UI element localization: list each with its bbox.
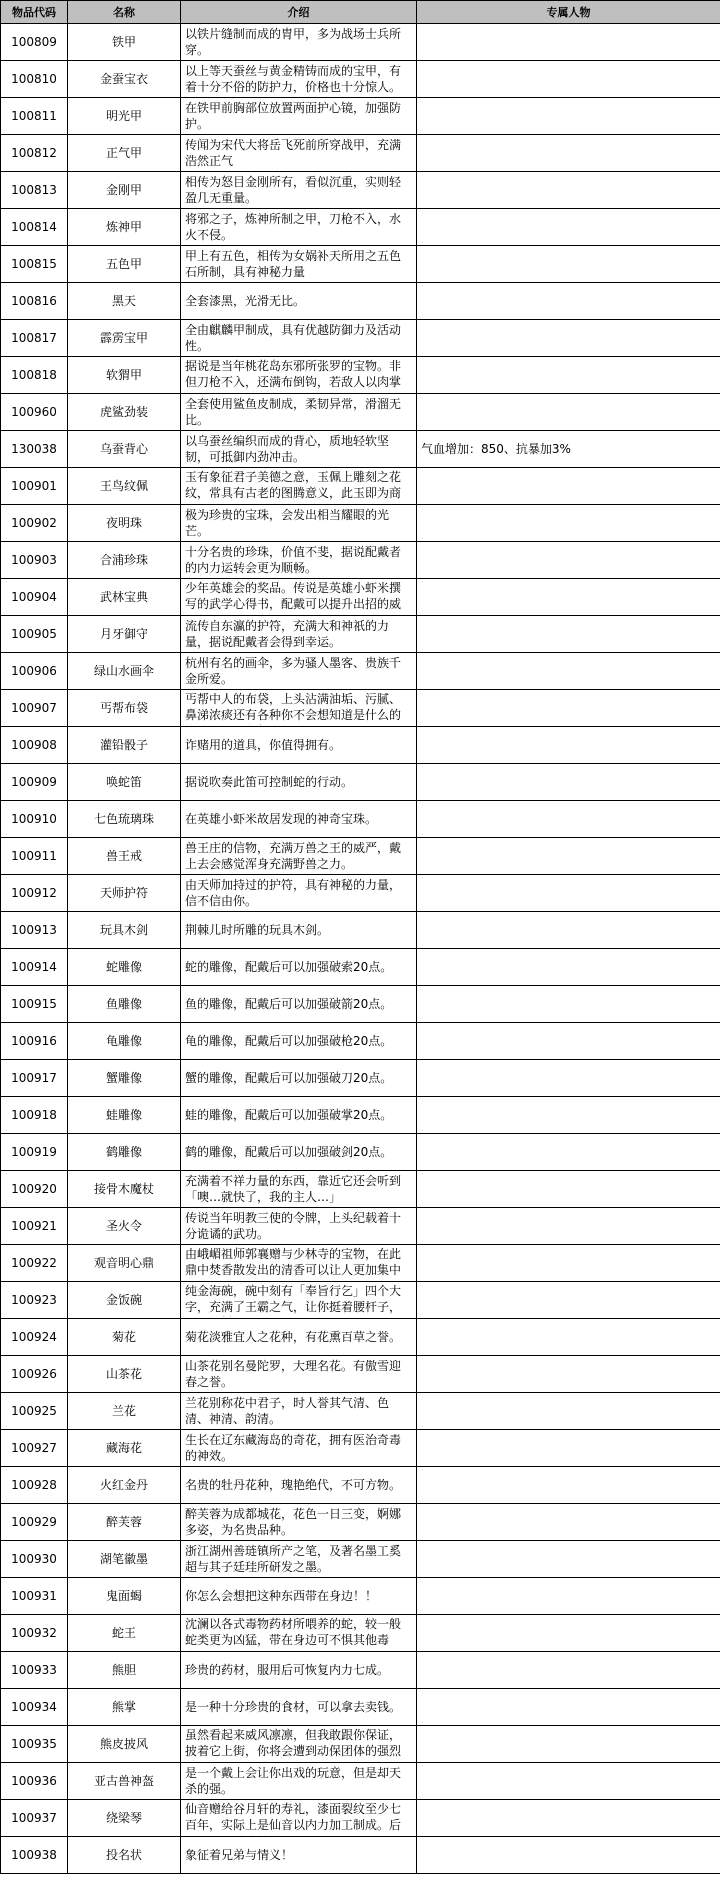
item-code-cell: 100905 (1, 616, 68, 653)
item-name-cell: 铁甲 (68, 24, 181, 61)
item-description-cell: 是一个戴上会让你出戏的玩意，但是却天杀的强。 (181, 1763, 417, 1800)
table-row (1, 727, 720, 764)
item-description-cell: 玉有象征君子美德之意，玉佩上雕刻之花纹，常具有古老的图腾意义，此玉即为商 (181, 468, 417, 505)
table-row (1, 468, 720, 505)
table-row (1, 431, 720, 468)
item-name-cell: 圣火令 (68, 1208, 181, 1245)
item-name-cell: 兽王戒 (68, 838, 181, 875)
table-row (1, 1541, 720, 1578)
item-description-cell: 甲上有五色，相传为女娲补天所用之五色石所制，具有神秘力量 (181, 246, 417, 283)
exclusive-character-cell (417, 394, 720, 431)
item-code-cell: 100904 (1, 579, 68, 616)
item-code-cell: 100929 (1, 1504, 68, 1541)
exclusive-character-cell (417, 1208, 720, 1245)
item-code-cell: 100937 (1, 1800, 68, 1837)
item-name-cell: 亚古兽神盔 (68, 1763, 181, 1800)
item-code-cell: 130038 (1, 431, 68, 468)
item-description-cell: 名贵的牡丹花种，瑰艳绝代，不可方物。 (181, 1467, 417, 1504)
table-row (1, 838, 720, 875)
item-name-cell: 蛇雕像 (68, 949, 181, 986)
exclusive-character-cell (417, 1837, 720, 1874)
item-name-cell: 月牙御守 (68, 616, 181, 653)
item-name-cell: 炼神甲 (68, 209, 181, 246)
item-name-cell: 五色甲 (68, 246, 181, 283)
item-name-cell: 投名状 (68, 1837, 181, 1874)
exclusive-character-cell: 气血增加：850、抗暴加3% (417, 431, 720, 468)
table-row (1, 986, 720, 1023)
table-body (1, 24, 720, 1874)
item-name-cell: 唤蛇笛 (68, 764, 181, 801)
item-description-cell: 浙江湖州善琏镇所产之笔，及著名墨工奚超与其子廷珪所研发之墨。 (181, 1541, 417, 1578)
exclusive-character-cell (417, 172, 720, 209)
exclusive-character-cell (417, 468, 720, 505)
exclusive-character-cell (417, 616, 720, 653)
table-row (1, 1245, 720, 1282)
item-description-cell: 由峨嵋祖师郭襄赠与少林寺的宝物，在此鼎中焚香散发出的清香可以让人更加集中 (181, 1245, 417, 1282)
item-description-cell: 虽然看起来威风凛凛，但我敢跟你保证，披着它上街，你将会遭到动保团体的强烈 (181, 1726, 417, 1763)
item-name-cell: 熊皮披风 (68, 1726, 181, 1763)
item-description-cell: 你怎么会想把这种东西带在身边！！ (181, 1578, 417, 1615)
table-row (1, 1208, 720, 1245)
item-name-cell: 兰花 (68, 1393, 181, 1430)
exclusive-character-cell (417, 727, 720, 764)
exclusive-character-cell (417, 1652, 720, 1689)
table-row (1, 320, 720, 357)
item-code-cell: 100933 (1, 1652, 68, 1689)
item-description-cell: 蛇的雕像，配戴后可以加强破索20点。 (181, 949, 417, 986)
item-name-cell: 金刚甲 (68, 172, 181, 209)
table-row (1, 1837, 720, 1874)
item-description-cell: 以乌蚕丝编织而成的背心，质地轻软坚韧，可抵御内劲冲击。 (181, 431, 417, 468)
item-code-cell: 100936 (1, 1763, 68, 1800)
item-name-cell: 金饭碗 (68, 1282, 181, 1319)
exclusive-character-cell (417, 579, 720, 616)
exclusive-character-cell (417, 1319, 720, 1356)
exclusive-character-cell (417, 24, 720, 61)
item-name-cell: 软猬甲 (68, 357, 181, 394)
item-name-cell: 虎鲨劲装 (68, 394, 181, 431)
item-code-cell: 100924 (1, 1319, 68, 1356)
table-row (1, 209, 720, 246)
exclusive-character-cell (417, 801, 720, 838)
exclusive-character-cell (417, 1097, 720, 1134)
item-name-cell: 绕梁琴 (68, 1800, 181, 1837)
table-row (1, 1171, 720, 1208)
item-code-cell: 100938 (1, 1837, 68, 1874)
item-name-cell: 七色琉璃珠 (68, 801, 181, 838)
item-name-cell: 天师护符 (68, 875, 181, 912)
exclusive-character-cell (417, 320, 720, 357)
item-code-cell: 100918 (1, 1097, 68, 1134)
exclusive-character-cell (417, 1393, 720, 1430)
table-row (1, 653, 720, 690)
item-description-cell: 山茶花别名曼陀罗，大理名花。有傲雪迎春之誉。 (181, 1356, 417, 1393)
item-name-cell: 玩具木剑 (68, 912, 181, 949)
item-code-cell: 100927 (1, 1430, 68, 1467)
table-row (1, 357, 720, 394)
item-description-cell: 珍贵的药材，服用后可恢复内力七成。 (181, 1652, 417, 1689)
exclusive-character-cell (417, 764, 720, 801)
item-code-cell: 100928 (1, 1467, 68, 1504)
table-row (1, 1467, 720, 1504)
table-row (1, 949, 720, 986)
item-description-cell: 由天师加持过的护符，具有神秘的力量，信不信由你。 (181, 875, 417, 912)
exclusive-character-cell (417, 283, 720, 320)
item-name-cell: 火红金丹 (68, 1467, 181, 1504)
item-name-cell: 鬼面蝎 (68, 1578, 181, 1615)
exclusive-character-cell (417, 912, 720, 949)
item-code-cell: 100910 (1, 801, 68, 838)
item-description-cell: 杭州有名的画伞，多为骚人墨客、贵族千金所爱。 (181, 653, 417, 690)
item-description-cell: 兰花别称花中君子，时人誉其气清、色清、神清、韵清。 (181, 1393, 417, 1430)
item-description-cell: 在铁甲前胸部位放置两面护心镜，加强防护。 (181, 98, 417, 135)
item-code-cell: 100931 (1, 1578, 68, 1615)
exclusive-character-cell (417, 98, 720, 135)
table-row (1, 24, 720, 61)
item-name-cell: 蟹雕像 (68, 1060, 181, 1097)
item-description-cell: 象征着兄弟与情义！ (181, 1837, 417, 1874)
item-description-cell: 菊花淡雅宜人之花种，有花熏百草之誉。 (181, 1319, 417, 1356)
item-code-cell: 100922 (1, 1245, 68, 1282)
item-code-cell: 100815 (1, 246, 68, 283)
item-code-cell: 100813 (1, 172, 68, 209)
exclusive-character-cell (417, 246, 720, 283)
item-code-cell: 100811 (1, 98, 68, 135)
item-name-cell: 明光甲 (68, 98, 181, 135)
exclusive-character-cell (417, 653, 720, 690)
item-code-cell: 100935 (1, 1726, 68, 1763)
table-row (1, 912, 720, 949)
item-description-cell: 蛙的雕像，配戴后可以加强破掌20点。 (181, 1097, 417, 1134)
item-code-cell: 100818 (1, 357, 68, 394)
item-name-cell: 灌铅骰子 (68, 727, 181, 764)
item-description-cell: 将邪之子，炼神所制之甲，刀枪不入，水火不侵。 (181, 209, 417, 246)
item-name-cell: 黑天 (68, 283, 181, 320)
item-description-cell: 蟹的雕像，配戴后可以加强破刀20点。 (181, 1060, 417, 1097)
item-name-cell: 观音明心鼎 (68, 1245, 181, 1282)
table-row (1, 246, 720, 283)
table-row (1, 690, 720, 727)
item-description-cell: 以铁片缝制而成的胄甲，多为战场士兵所穿。 (181, 24, 417, 61)
item-name-cell: 蛙雕像 (68, 1097, 181, 1134)
item-description-cell: 荆棘儿时所雕的玩具木剑。 (181, 912, 417, 949)
item-description-cell: 兽王庄的信物，充满万兽之王的威严，戴上去会感觉浑身充满野兽之力。 (181, 838, 417, 875)
item-name-cell: 正气甲 (68, 135, 181, 172)
item-name-cell: 熊胆 (68, 1652, 181, 1689)
item-description-cell: 流传自东瀛的护符，充满大和神祇的力量，据说配戴者会得到幸运。 (181, 616, 417, 653)
exclusive-character-cell (417, 1023, 720, 1060)
exclusive-character-cell (417, 1726, 720, 1763)
item-code-cell: 100812 (1, 135, 68, 172)
exclusive-character-cell (417, 542, 720, 579)
item-code-cell: 100810 (1, 61, 68, 98)
item-name-cell: 龟雕像 (68, 1023, 181, 1060)
table-row (1, 283, 720, 320)
item-code-cell: 100923 (1, 1282, 68, 1319)
item-code-cell: 100912 (1, 875, 68, 912)
item-code-cell: 100932 (1, 1615, 68, 1652)
item-description-cell: 沈澜以各式毒物药材所喂养的蛇，较一般蛇类更为凶猛，带在身边可不惧其他毒 (181, 1615, 417, 1652)
exclusive-character-cell (417, 1615, 720, 1652)
item-name-cell: 武林宝典 (68, 579, 181, 616)
item-name-cell: 丐帮布袋 (68, 690, 181, 727)
exclusive-character-cell (417, 1541, 720, 1578)
item-code-cell: 100914 (1, 949, 68, 986)
exclusive-character-cell (417, 1430, 720, 1467)
table-header-row (1, 1, 720, 24)
exclusive-character-cell (417, 1134, 720, 1171)
exclusive-character-cell (417, 1356, 720, 1393)
item-name-cell: 菊花 (68, 1319, 181, 1356)
exclusive-character-cell (417, 505, 720, 542)
item-description-cell: 少年英雄会的奖品。传说是英雄小虾米撰写的武学心得书，配戴可以提升出招的威 (181, 579, 417, 616)
item-name-cell: 合浦珍珠 (68, 542, 181, 579)
item-code-cell: 100809 (1, 24, 68, 61)
item-description-cell: 全套使用鲨鱼皮制成，柔韧异常，滑溜无比。 (181, 394, 417, 431)
item-description-cell: 全由麒麟甲制成，具有优越防御力及活动性。 (181, 320, 417, 357)
table-row (1, 1023, 720, 1060)
item-description-cell: 醉芙蓉为成都城花，花色一日三变，婀娜多姿，为名贵品种。 (181, 1504, 417, 1541)
table-row (1, 172, 720, 209)
item-code-cell: 100903 (1, 542, 68, 579)
table-row (1, 1393, 720, 1430)
exclusive-character-cell (417, 357, 720, 394)
item-description-cell: 丐帮中人的布袋，上头沾满油垢、污腻、鼻涕浓痰还有各种你不会想知道是什么的 (181, 690, 417, 727)
item-description-cell: 鹤的雕像，配戴后可以加强破剑20点。 (181, 1134, 417, 1171)
item-name-cell: 乌蚕背心 (68, 431, 181, 468)
item-code-cell: 100816 (1, 283, 68, 320)
table-row (1, 1578, 720, 1615)
item-description-cell: 十分名贵的珍珠，价值不斐，据说配戴者的内力运转会更为顺畅。 (181, 542, 417, 579)
exclusive-character-cell (417, 209, 720, 246)
table-row (1, 875, 720, 912)
header-name: 名称 (68, 1, 181, 24)
item-code-cell: 100919 (1, 1134, 68, 1171)
item-code-cell: 100916 (1, 1023, 68, 1060)
item-code-cell: 100909 (1, 764, 68, 801)
item-code-cell: 100814 (1, 209, 68, 246)
item-description-cell: 仙音赠给谷月轩的寿礼，漆面裂纹至少七百年，实际上是仙音以内力加工制成。后 (181, 1800, 417, 1837)
item-name-cell: 熊掌 (68, 1689, 181, 1726)
table-row (1, 1763, 720, 1800)
item-description-cell: 龟的雕像，配戴后可以加强破枪20点。 (181, 1023, 417, 1060)
exclusive-character-cell (417, 1245, 720, 1282)
item-code-cell: 100934 (1, 1689, 68, 1726)
item-description-cell: 传说当年明教三使的令牌，上头纪载着十分诡谲的武功。 (181, 1208, 417, 1245)
item-code-cell: 100921 (1, 1208, 68, 1245)
item-code-cell: 100901 (1, 468, 68, 505)
item-description-cell: 诈赌用的道具，你值得拥有。 (181, 727, 417, 764)
table-row (1, 394, 720, 431)
table-row (1, 135, 720, 172)
item-name-cell: 藏海花 (68, 1430, 181, 1467)
table-row (1, 505, 720, 542)
table-row (1, 1504, 720, 1541)
item-name-cell: 绿山水画伞 (68, 653, 181, 690)
item-code-cell: 100907 (1, 690, 68, 727)
item-code-cell: 100930 (1, 1541, 68, 1578)
exclusive-character-cell (417, 690, 720, 727)
item-description-cell: 相传为怒目金刚所有，看似沉重，实则轻盈几无重量。 (181, 172, 417, 209)
table-row (1, 1097, 720, 1134)
table-row (1, 764, 720, 801)
exclusive-character-cell (417, 986, 720, 1023)
item-code-cell: 100920 (1, 1171, 68, 1208)
item-description-cell: 传闻为宋代大将岳飞死前所穿战甲，充满浩然正气 (181, 135, 417, 172)
exclusive-character-cell (417, 838, 720, 875)
exclusive-character-cell (417, 1689, 720, 1726)
table-row (1, 1430, 720, 1467)
exclusive-character-cell (417, 1171, 720, 1208)
item-code-cell: 100902 (1, 505, 68, 542)
header-exclusive-character: 专属人物 (417, 1, 720, 24)
table-row (1, 1319, 720, 1356)
table-row (1, 61, 720, 98)
item-description-cell: 全套漆黑，光滑无比。 (181, 283, 417, 320)
item-description-cell: 在英雄小虾米故居发现的神奇宝珠。 (181, 801, 417, 838)
item-description-cell: 据说是当年桃花岛东邪所张罗的宝物。非但刀枪不入，还满布倒钩，若敌人以肉掌 (181, 357, 417, 394)
item-name-cell: 霹雳宝甲 (68, 320, 181, 357)
item-name-cell: 金蚕宝衣 (68, 61, 181, 98)
item-description-cell: 纯金海碗，碗中刻有「奉旨行乞」四个大字，充满了王霸之气，让你挺着腰杆子， (181, 1282, 417, 1319)
table-row (1, 98, 720, 135)
item-description-cell: 极为珍贵的宝珠，会发出相当耀眼的光芒。 (181, 505, 417, 542)
table-row (1, 1726, 720, 1763)
item-code-cell: 100906 (1, 653, 68, 690)
table-row (1, 1060, 720, 1097)
exclusive-character-cell (417, 61, 720, 98)
item-code-cell: 100960 (1, 394, 68, 431)
exclusive-character-cell (417, 1282, 720, 1319)
item-code-cell: 100926 (1, 1356, 68, 1393)
exclusive-character-cell (417, 1504, 720, 1541)
table-row (1, 1689, 720, 1726)
exclusive-character-cell (417, 1578, 720, 1615)
item-code-cell: 100817 (1, 320, 68, 357)
item-description-cell: 据说吹奏此笛可控制蛇的行动。 (181, 764, 417, 801)
item-description-cell: 以上等天蚕丝与黄金精铸而成的宝甲，有着十分不俗的防护力，价格也十分惊人。 (181, 61, 417, 98)
exclusive-character-cell (417, 1467, 720, 1504)
header-description: 介绍 (181, 1, 417, 24)
table-row (1, 1615, 720, 1652)
item-name-cell: 山茶花 (68, 1356, 181, 1393)
table-row (1, 801, 720, 838)
table-row (1, 579, 720, 616)
item-code-cell: 100915 (1, 986, 68, 1023)
exclusive-character-cell (417, 135, 720, 172)
header-item-code: 物品代码 (1, 1, 68, 24)
item-name-cell: 醉芙蓉 (68, 1504, 181, 1541)
table-row (1, 1134, 720, 1171)
table-row (1, 1800, 720, 1837)
item-code-cell: 100913 (1, 912, 68, 949)
item-code-cell: 100911 (1, 838, 68, 875)
item-name-cell: 接骨木魔杖 (68, 1171, 181, 1208)
exclusive-character-cell (417, 1060, 720, 1097)
item-name-cell: 鹤雕像 (68, 1134, 181, 1171)
item-description-cell: 生长在辽东藏海岛的奇花，拥有医治奇毒的神效。 (181, 1430, 417, 1467)
item-name-cell: 蛇王 (68, 1615, 181, 1652)
exclusive-character-cell (417, 949, 720, 986)
item-name-cell: 夜明珠 (68, 505, 181, 542)
exclusive-character-cell (417, 1763, 720, 1800)
item-code-cell: 100925 (1, 1393, 68, 1430)
item-code-cell: 100908 (1, 727, 68, 764)
exclusive-character-cell (417, 875, 720, 912)
item-description-cell: 鱼的雕像，配戴后可以加强破箭20点。 (181, 986, 417, 1023)
table-row (1, 1282, 720, 1319)
item-name-cell: 王鸟纹佩 (68, 468, 181, 505)
item-name-cell: 湖笔徽墨 (68, 1541, 181, 1578)
item-code-cell: 100917 (1, 1060, 68, 1097)
table-row (1, 1356, 720, 1393)
item-description-cell: 充满着不祥力量的东西，靠近它还会听到「噢…就快了，我的主人…」 (181, 1171, 417, 1208)
table-row (1, 542, 720, 579)
item-name-cell: 鱼雕像 (68, 986, 181, 1023)
exclusive-character-cell (417, 1800, 720, 1837)
table-row (1, 1652, 720, 1689)
table-row (1, 616, 720, 653)
item-description-cell: 是一种十分珍贵的食材，可以拿去卖钱。 (181, 1689, 417, 1726)
